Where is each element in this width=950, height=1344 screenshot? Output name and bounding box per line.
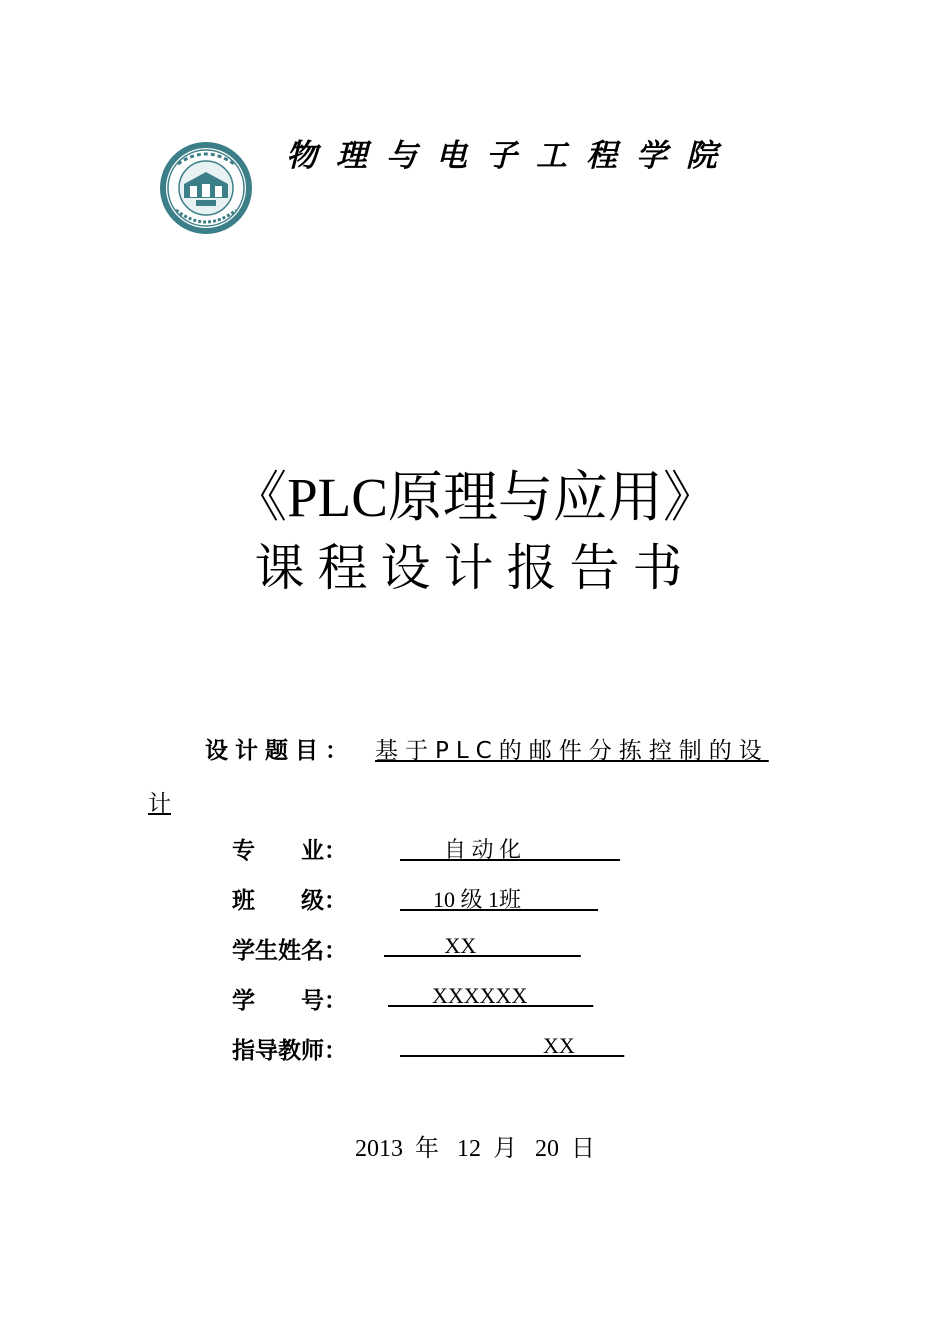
student-name-value: XX: [384, 933, 581, 958]
school-name: 物理与电子工程学院: [286, 138, 736, 174]
topic-value: 基于PLC的邮件分拣控制的设: [375, 738, 769, 764]
report-date: 2013 年 12 月 20 日: [355, 1136, 595, 1162]
advisor-value: XX: [400, 1033, 625, 1058]
report-title: 课程设计报告书: [254, 539, 696, 597]
course-title: 《PLC原理与应用》: [232, 467, 718, 528]
university-logo: [158, 140, 254, 236]
student-id-label: 学 号：: [232, 988, 347, 1014]
class-value: 10 级 1班: [400, 887, 599, 912]
major-label: 专 业：: [232, 838, 347, 864]
advisor-label: 指导教师：: [232, 1038, 347, 1064]
student-name-label: 学生姓名：: [232, 938, 347, 964]
student-id-value: XXXXXX: [388, 983, 594, 1008]
major-value: 自 动 化: [400, 837, 621, 862]
topic-value-continued: 计: [148, 791, 171, 817]
topic-label: 设计题目：: [205, 738, 355, 764]
class-label: 班 级：: [232, 888, 347, 914]
